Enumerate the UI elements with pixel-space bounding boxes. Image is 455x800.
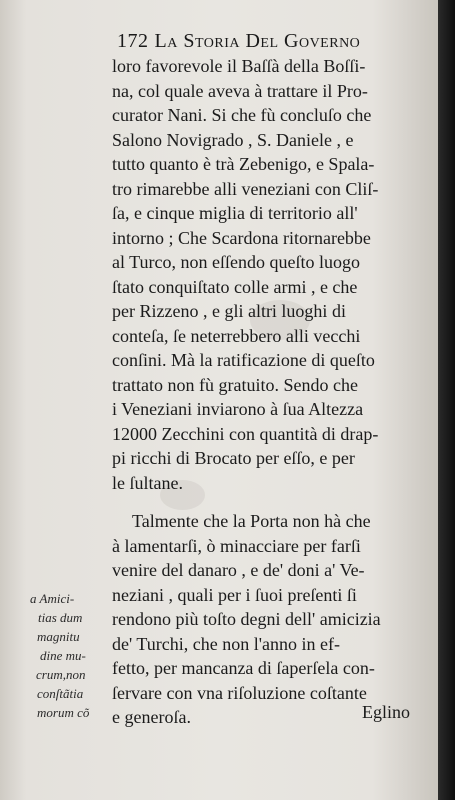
text-line: Talmente che la Porta non hà che: [132, 511, 371, 531]
text-line: na, col quale aveva à trattare il Pro-: [112, 80, 368, 101]
text-line: tro rimarebbe alli veneziani con Cliſ-: [112, 178, 379, 199]
text-line: 12000 Zecchini con quantità di drap-: [112, 423, 379, 444]
text-line: le ſultane.: [112, 472, 183, 493]
running-title: La Storia Del Governo: [154, 30, 361, 52]
page-number: 172: [117, 30, 149, 52]
text-line: al Turco, non eſſendo queſto luogo: [112, 252, 360, 272]
margin-note-line: tias dum: [38, 610, 83, 625]
text-line: de' Turchi, che non l'anno in ef-: [112, 633, 340, 654]
text-line: ſtato conquiſtato colle armi , e che: [112, 276, 358, 297]
text-line: ſervare con vna riſoluzione coſtante: [112, 682, 367, 703]
text-line: fetto, per mancanza di ſaperſela con-: [112, 658, 375, 678]
binding-gutter: [438, 0, 455, 800]
margin-note-line: a Amici-: [30, 591, 75, 606]
text-line: per Rizzeno , e gli altri luoghi di: [112, 301, 346, 321]
text-line: conteſa, ſe neterrebbero alli vecchi: [112, 325, 361, 346]
text-line: curator Nani. Si che fù concluſo che: [112, 105, 372, 125]
text-line: i Veneziani inviarono à ſua Altezza: [112, 399, 364, 419]
text-line: Salono Novigrado , S. Daniele , e: [112, 129, 354, 150]
margin-note-line: magnitu: [37, 629, 80, 644]
page-header: [117, 30, 417, 56]
text-line: rendono più toſto degni dell' amicizia: [112, 609, 381, 629]
text-line: à lamentarſi, ò minacciare per farſi: [112, 535, 361, 556]
margin-note-line: dine mu-: [40, 648, 86, 663]
paragraph-gap: [112, 495, 424, 509]
margin-note-line: morum cõ: [37, 705, 90, 720]
text-line: tutto quanto è trà Zebenigo, e Spala-: [112, 154, 375, 174]
text-line: e generoſa.: [112, 707, 191, 727]
text-line: intorno ; Che Scardona ritornarebbe: [112, 227, 371, 248]
text-line: venire del danaro , e de' doni a' Ve-: [112, 560, 365, 580]
margin-note-line: conſtãtia: [37, 686, 84, 701]
text-line: trattato non fù gratuito. Sendo che: [112, 374, 358, 395]
text-line: pi ricchi di Brocato per eſſo, e per: [112, 448, 355, 468]
main-text: [112, 54, 424, 730]
text-line: ſa, e cinque miglia di territorio all': [112, 203, 358, 223]
margin-note-line: crum,non: [36, 667, 86, 682]
text-line: neziani , quali per i ſuoi preſenti ſi: [112, 584, 357, 605]
catchword: Eglino: [362, 702, 410, 722]
text-line: conſini. Mà la ratificazione di queſto: [112, 350, 375, 370]
margin-note: [30, 589, 112, 722]
text-line: loro favorevole il Baſſà della Boſſi-: [112, 56, 366, 76]
